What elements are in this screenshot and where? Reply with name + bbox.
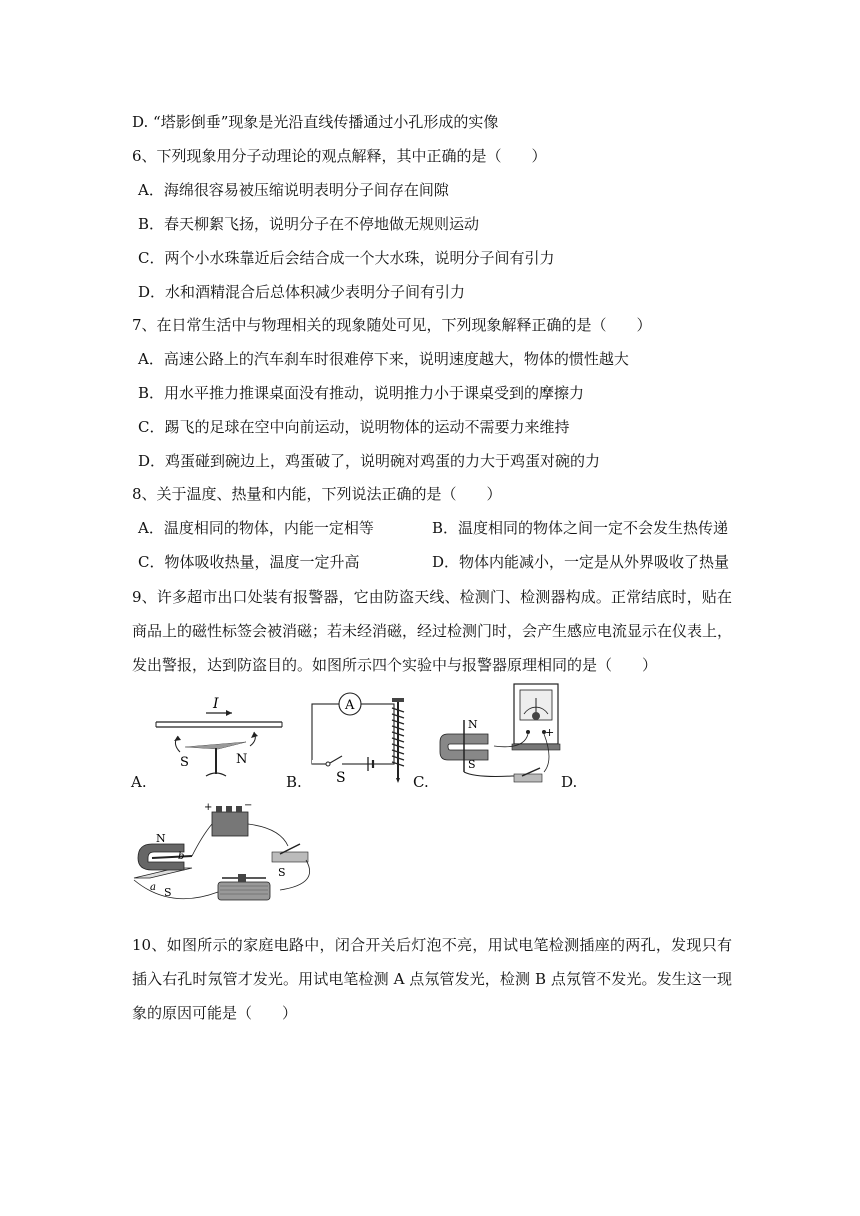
figure-d-label: D. [561,773,578,791]
q6-option-d: D．水和酒精混合后总体积减少表明分子间有引力 [138,283,466,301]
q6-option-a: A．海绵很容易被压缩说明表明分子间存在间隙 [138,181,449,199]
q7-stem: 7、在日常生活中与物理相关的现象随处可见，下列现象解释正确的是（ ） [132,316,652,334]
magnet-north-label: N [468,718,478,731]
q8-option-c: C．物体吸收热量，温度一定升高 [138,553,360,571]
switch-label: S [278,866,286,879]
ammeter-label: A [345,698,355,713]
figure-b [306,690,416,785]
q7-option-b: B．用水平推力推课桌面没有推动，说明推力小于课桌受到的摩擦力 [138,384,585,402]
svg-text:+: + [545,726,555,739]
magnet-south-label: S [468,758,476,771]
q5-option-d: D. “塔影倒垂”现象是光沿直线传播通过小孔形成的实像 [132,113,499,131]
point-b-label: b [178,851,185,862]
figure-c [432,680,562,790]
q6-stem: 6、下列现象用分子动理论的观点解释，其中正确的是（ ） [132,147,547,165]
figure-a [150,690,290,785]
q7-option-d: D．鸡蛋碰到碗边上，鸡蛋破了，说明碗对鸡蛋的力大于鸡蛋对碗的力 [138,452,601,470]
current-label: I [213,696,219,712]
point-a-label: a [150,882,156,893]
q8-option-d: D．物体内能减小，一定是从外界吸收了热量 [432,553,730,571]
figure-d [130,800,330,915]
q6-option-b: B．春天柳絮飞扬，说明分子在不停地做无规则运动 [138,215,480,233]
q10-stem: 10、如图所示的家庭电路中，闭合开关后灯泡不亮，用试电笔检测插座的两孔，发现只有插入右孔时氖管才发光。用试电笔检测 A 点氖管发光，检测 B 点氖管不发光。发生这一现象的原因可能是（ ） [132,936,732,1022]
figure-c-label: C. [413,773,429,791]
figure-b-label: B. [286,773,302,791]
q7-option-a: A．高速公路上的汽车刹车时很难停下来，说明速度越大，物体的惯性越大 [138,350,629,368]
south-label: S [180,755,189,770]
q8-stem: 8、关于温度、热量和内能，下列说法正确的是（ ） [132,485,502,503]
magnet-north-label: N [156,832,166,845]
north-label: N [236,752,248,767]
q6-option-c: C．两个小水珠靠近后会结合成一个大水珠，说明分子间有引力 [138,249,555,267]
q8-option-a: A．温度相同的物体，内能一定相等 [138,519,374,537]
battery-minus-label: − [244,800,253,811]
q7-option-c: C．踢飞的足球在空中向前运动，说明物体的运动不需要力来维持 [138,418,570,436]
q8-option-b: B．温度相同的物体之间一定不会发生热传递 [432,519,729,537]
battery-plus-label: + [204,802,213,813]
switch-label: S [336,770,346,785]
q9-stem: 9、许多超市出口处装有报警器，它由防盗天线、检测门、检测器构成。正常结底时，贴在商品上的磁性标签会被消磁；若未经消磁，经过检测门时，会产生感应电流显示在仪表上，发出警报，达到防盗目的。如图所示四个实验中与报警器原理相同的是（ ） [132,588,733,674]
magnet-south-label: S [164,886,172,899]
figure-a-label: A. [131,773,147,791]
